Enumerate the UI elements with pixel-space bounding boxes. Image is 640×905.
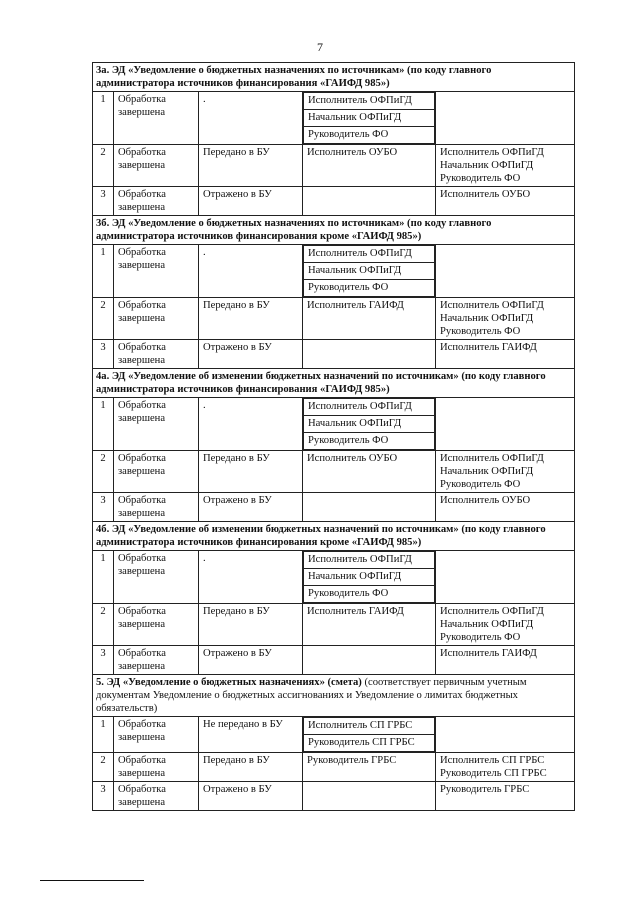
status-cell: Обработка завершена <box>114 753 199 782</box>
transfer-status-cell: Не передано в БУ <box>199 717 303 753</box>
signers-column-2 <box>436 604 575 646</box>
signers-column-1 <box>303 245 436 298</box>
signer-name: Исполнитель ОФПиГД <box>303 398 435 416</box>
section-title-row <box>93 369 575 398</box>
transfer-status-cell: Передано в БУ <box>199 145 303 187</box>
section-title-bold: 3а. ЭД «Уведомление о бюджетных назначениях по источникам» (по коду главного администратора источников финансирования «ГАИФД 985») <box>96 65 492 89</box>
table-row <box>93 398 575 451</box>
signer-name: Руководитель СП ГРБС <box>440 768 547 779</box>
signers-column-2 <box>436 551 575 604</box>
section-title-row <box>93 216 575 245</box>
table-row <box>93 145 575 187</box>
signers-column-2 <box>436 145 575 187</box>
table-row <box>93 245 575 298</box>
signer-name: Начальник ОФПиГД <box>440 160 534 171</box>
row-number: 2 <box>93 604 114 646</box>
section-title <box>93 63 575 92</box>
row-number: 3 <box>93 493 114 522</box>
signers-column-2 <box>436 340 575 369</box>
row-number: 2 <box>93 298 114 340</box>
signer-name: Руководитель ФО <box>303 279 435 297</box>
row-number: 3 <box>93 782 114 811</box>
signer-name: Начальник ОФПиГД <box>303 109 435 127</box>
table-row <box>93 604 575 646</box>
status-cell: Обработка завершена <box>114 646 199 675</box>
status-cell: Обработка завершена <box>114 451 199 493</box>
signer-name: Начальник ОФПиГД <box>303 262 435 280</box>
signers-column-2 <box>436 782 575 811</box>
status-cell: Обработка завершена <box>114 717 199 753</box>
signers-column-1 <box>303 782 436 811</box>
table-row <box>93 92 575 145</box>
section-title <box>93 369 575 398</box>
section-title-bold: 5. ЭД «Уведомление о бюджетных назначениях» (смета) <box>96 677 362 688</box>
status-cell: Обработка завершена <box>114 340 199 369</box>
table-row <box>93 451 575 493</box>
signer-name: Исполнитель СП ГРБС <box>440 755 545 766</box>
row-number: 2 <box>93 753 114 782</box>
status-cell: Обработка завершена <box>114 493 199 522</box>
transfer-status-cell: Передано в БУ <box>199 298 303 340</box>
signers-column-1 <box>303 187 436 216</box>
signer-name: Исполнитель ОУБО <box>307 453 398 464</box>
signers-column-2 <box>436 646 575 675</box>
signer-name: Исполнитель ОУБО <box>440 495 531 506</box>
table-row <box>93 187 575 216</box>
status-cell: Обработка завершена <box>114 187 199 216</box>
table-row <box>93 717 575 753</box>
signer-name: Руководитель ГРБС <box>307 755 397 766</box>
signer-name: Исполнитель ОФПиГД <box>303 551 435 569</box>
section-title <box>93 216 575 245</box>
transfer-status-cell: . <box>199 551 303 604</box>
signers-column-1 <box>303 717 436 753</box>
signer-name: Исполнитель ГАИФД <box>307 300 404 311</box>
row-number: 1 <box>93 245 114 298</box>
signers-column-2 <box>436 92 575 145</box>
transfer-status-cell: Отражено в БУ <box>199 646 303 675</box>
signer-name: Исполнитель ОФПиГД <box>440 606 544 617</box>
footnote-separator <box>40 880 144 881</box>
signer-name: Исполнитель ГАИФД <box>440 342 537 353</box>
transfer-status-cell: Отражено в БУ <box>199 493 303 522</box>
transfer-status-cell: Отражено в БУ <box>199 782 303 811</box>
signer-name: Руководитель ФО <box>440 632 521 643</box>
signers-column-2 <box>436 493 575 522</box>
signer-name: Исполнитель ОФПиГД <box>303 245 435 263</box>
signer-name: Руководитель ФО <box>440 479 521 490</box>
row-number: 1 <box>93 92 114 145</box>
table-row <box>93 493 575 522</box>
signers-column-1 <box>303 646 436 675</box>
signer-name: Руководитель ФО <box>303 432 435 450</box>
signer-name: Исполнитель ГАИФД <box>440 648 537 659</box>
signers-column-1 <box>303 551 436 604</box>
signers-column-2 <box>436 753 575 782</box>
status-cell: Обработка завершена <box>114 551 199 604</box>
signer-name: Исполнитель СП ГРБС <box>303 717 435 735</box>
signers-column-1 <box>303 298 436 340</box>
signer-name: Начальник ОФПиГД <box>440 313 534 324</box>
section-title-bold: 4а. ЭД «Уведомление об изменении бюджетных назначений по источникам» (по коду главного администратора источников финансирования «ГАИФД 985») <box>96 371 546 395</box>
status-cell: Обработка завершена <box>114 245 199 298</box>
signer-name: Начальник ОФПиГД <box>303 415 435 433</box>
table-row <box>93 782 575 811</box>
signers-column-1 <box>303 340 436 369</box>
row-number: 3 <box>93 646 114 675</box>
signers-column-1 <box>303 753 436 782</box>
transfer-status-cell: Отражено в БУ <box>199 340 303 369</box>
signers-column-1 <box>303 92 436 145</box>
transfer-status-cell: Передано в БУ <box>199 451 303 493</box>
signer-name: Начальник ОФПиГД <box>440 466 534 477</box>
signer-name: Начальник ОФПиГД <box>303 568 435 586</box>
status-cell: Обработка завершена <box>114 604 199 646</box>
status-cell: Обработка завершена <box>114 92 199 145</box>
row-number: 3 <box>93 187 114 216</box>
signer-name: Исполнитель ГАИФД <box>307 606 404 617</box>
document-table <box>92 62 575 811</box>
signers-column-1 <box>303 604 436 646</box>
signer-name: Руководитель ФО <box>303 585 435 603</box>
table-row <box>93 753 575 782</box>
signers-column-2 <box>436 451 575 493</box>
table-row <box>93 551 575 604</box>
signers-column-1 <box>303 398 436 451</box>
signer-name: Исполнитель ОУБО <box>307 147 398 158</box>
signers-column-2 <box>436 298 575 340</box>
row-number: 2 <box>93 145 114 187</box>
signer-name: Начальник ОФПиГД <box>440 619 534 630</box>
signer-name: Исполнитель ОУБО <box>440 189 531 200</box>
row-number: 3 <box>93 340 114 369</box>
signer-name: Исполнитель ОФПиГД <box>440 147 544 158</box>
table-row <box>93 298 575 340</box>
status-cell: Обработка завершена <box>114 298 199 340</box>
signer-name: Исполнитель ОФПиГД <box>303 92 435 110</box>
section-title-note: (соответствует первичным учетным документам Уведомление о бюджетных ассигнованиях и Уведомление о лимитах бюджетных обязательств) <box>96 677 527 714</box>
signer-name: Исполнитель ОФПиГД <box>440 300 544 311</box>
status-cell: Обработка завершена <box>114 398 199 451</box>
signer-name: Исполнитель ОФПиГД <box>440 453 544 464</box>
signers-column-1 <box>303 493 436 522</box>
transfer-status-cell: . <box>199 245 303 298</box>
transfer-status-cell: Отражено в БУ <box>199 187 303 216</box>
signers-column-2 <box>436 245 575 298</box>
signers-column-2 <box>436 398 575 451</box>
signer-name: Руководитель ФО <box>303 126 435 144</box>
row-number: 1 <box>93 551 114 604</box>
signers-column-2 <box>436 717 575 753</box>
transfer-status-cell: Передано в БУ <box>199 604 303 646</box>
signers-column-1 <box>303 451 436 493</box>
row-number: 2 <box>93 451 114 493</box>
table-row <box>93 340 575 369</box>
transfer-status-cell: Передано в БУ <box>199 753 303 782</box>
signer-name: Руководитель ГРБС <box>440 784 530 795</box>
status-cell: Обработка завершена <box>114 145 199 187</box>
signer-name: Руководитель ФО <box>440 173 521 184</box>
status-cell: Обработка завершена <box>114 782 199 811</box>
section-title-bold: 4б. ЭД «Уведомление об изменении бюджетных назначений по источникам» (по коду главного администратора источников финансирования кроме «ГАИФД 985») <box>96 524 546 548</box>
section-title-row <box>93 522 575 551</box>
table-row <box>93 646 575 675</box>
signer-name: Руководитель СП ГРБС <box>303 734 435 752</box>
section-title-row <box>93 63 575 92</box>
section-title <box>93 522 575 551</box>
section-title-row <box>93 675 575 717</box>
page-number: 7 <box>317 40 323 54</box>
signers-column-1 <box>303 145 436 187</box>
transfer-status-cell: . <box>199 398 303 451</box>
section-title-bold: 3б. ЭД «Уведомление о бюджетных назначениях по источникам» (по коду главного администратора источников финансирования кроме «ГАИФД 985») <box>96 218 492 242</box>
transfer-status-cell: . <box>199 92 303 145</box>
signer-name: Руководитель ФО <box>440 326 521 337</box>
signers-column-2 <box>436 187 575 216</box>
row-number: 1 <box>93 717 114 753</box>
section-title <box>93 675 575 717</box>
row-number: 1 <box>93 398 114 451</box>
